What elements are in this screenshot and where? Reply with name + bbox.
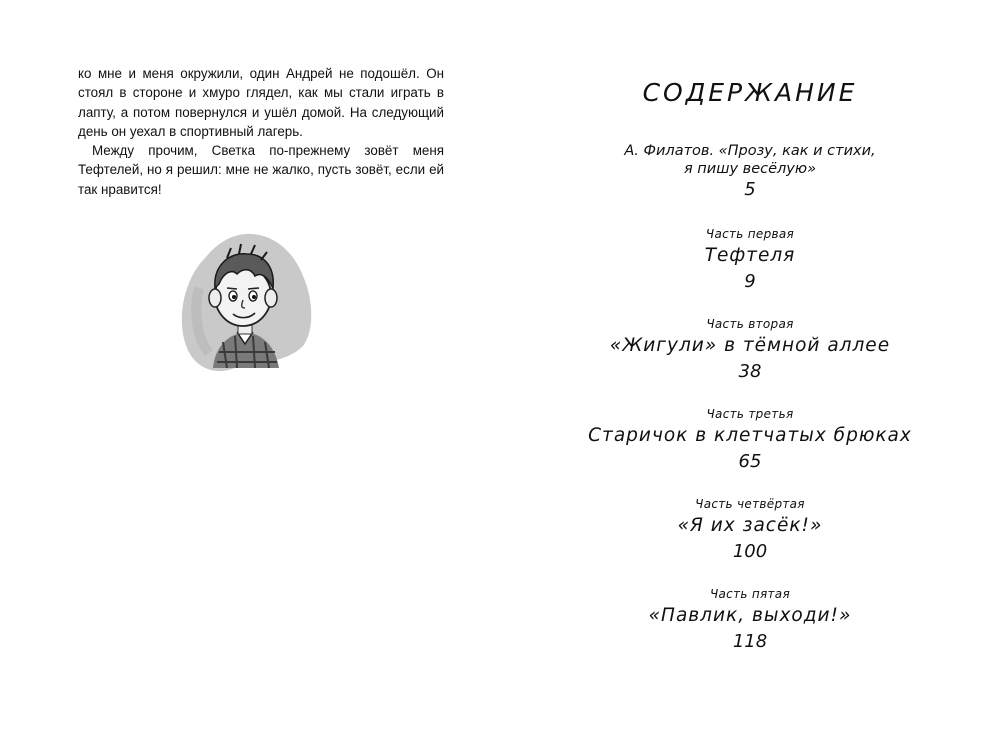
toc-part-title: «Жигули» в тёмной аллее	[609, 335, 891, 356]
toc-page-number: 5	[744, 179, 756, 200]
story-paragraph: ко мне и меня окружили, один Андрей не подошёл. Он стоял в стороне и хмуро глядел, как мы стали играть в лапту, а потом повернулся и ушёл домой. На следующий день он уехал в спортивный лагерь.	[78, 66, 444, 139]
toc-page-number: 118	[732, 631, 768, 652]
toc-intro-line: А. Филатов. «Прозу, как и стихи,	[624, 143, 876, 159]
story-text	[78, 64, 444, 199]
toc-part-title: «Я их засёк!»	[677, 515, 823, 536]
toc-part-label: Часть первая	[705, 227, 795, 241]
toc-entry	[500, 586, 1000, 654]
right-page	[500, 0, 1000, 750]
toc-intro-entry	[500, 142, 1000, 202]
toc-part-title: Старичок в клетчатых брюках	[588, 425, 912, 446]
toc-part-label: Часть пятая	[710, 587, 790, 601]
toc-page-number: 100	[732, 541, 768, 562]
toc-entry	[500, 496, 1000, 564]
toc-part-label: Часть четвёртая	[695, 497, 805, 511]
toc-page-number: 9	[744, 271, 756, 292]
toc-entry	[500, 316, 1000, 384]
toc-part-label: Часть третья	[706, 407, 794, 421]
toc-title: СОДЕРЖАНИЕ	[642, 78, 858, 107]
toc-page-number: 65	[738, 451, 762, 472]
toc-part-label: Часть вторая	[706, 317, 794, 331]
toc-page-number: 38	[738, 361, 762, 382]
toc-entry	[500, 406, 1000, 474]
story-paragraph: Между прочим, Светка по-прежнему зовёт меня Тефтелей, но я решил: мне не жалко, пусть зовёт, если ей так нравится!	[78, 143, 444, 197]
toc-part-title: Тефтеля	[704, 245, 796, 266]
toc-entry	[500, 226, 1000, 294]
toc-part-title: «Павлик, выходи!»	[648, 605, 852, 626]
toc-intro-line: я пишу весёлую»	[683, 161, 817, 177]
boy-portrait-sketch-icon	[175, 218, 315, 378]
